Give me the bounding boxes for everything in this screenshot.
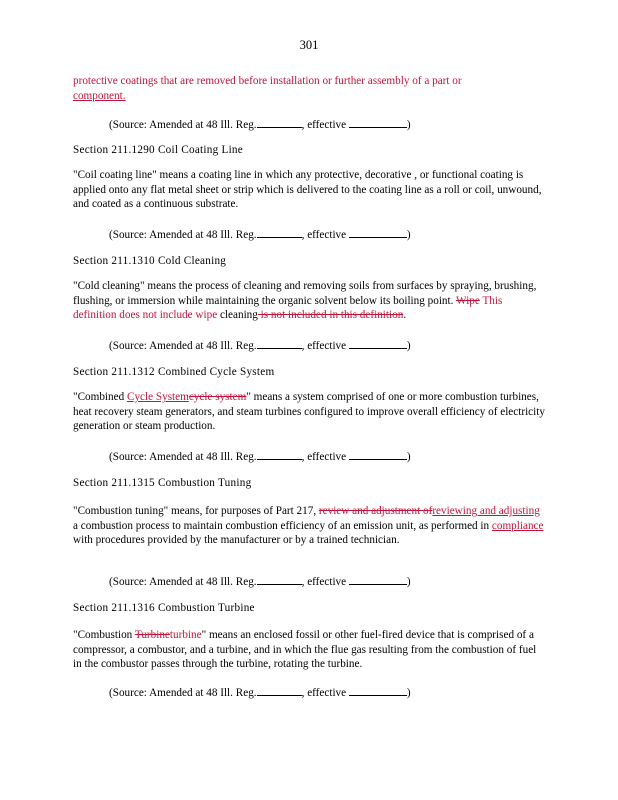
source-middle: , effective [301,229,349,241]
source-middle: , effective [301,451,349,463]
inserted-text: reviewing and adjusting [432,505,540,517]
source-middle: , effective [301,576,349,588]
effective-blank [349,227,407,238]
source-middle: , effective [301,119,349,131]
register-blank [257,449,302,460]
source-prefix: (Source: Amended at 48 Ill. Reg. [109,451,257,463]
source-note [109,574,411,590]
source-prefix: (Source: Amended at 48 Ill. Reg. [109,119,257,131]
text-run: "Cold cleaning" means the process of cleaning and removing soils from surfaces by spraying, brushing, flushing, or immersion while maintaining the organic solvent below its boiling point. [73,280,537,307]
source-note [109,338,411,354]
section-text [73,628,545,672]
text-run: with procedures provided by the manufacturer or by a trained technician. [73,534,400,547]
register-blank [257,574,302,585]
source-close: ) [406,451,411,463]
inserted-text: compliance [491,519,544,532]
source-note [109,227,411,243]
section-text [73,504,545,548]
text-run: " means a system comprised of one or more combustion turbines, heat recovery steam generators, and steam turbines configured to improve overall efficiency of electricity generation or steam production. [73,391,545,433]
inserted-text: This definition does not include wipe [73,294,503,322]
page-number: 301 [299,38,319,52]
section-heading: Section 211.1310 Cold Cleaning [73,255,227,267]
text-run: . [403,309,407,322]
text-run: a combustion process to maintain combustion efficiency of an emission unit, as performed in [73,519,492,532]
source-note [109,117,411,133]
source-middle: , effective [301,687,349,699]
deleted-text: cycle system [188,391,247,403]
source-close: ) [406,119,411,131]
inserted-text: turbine [169,629,202,641]
section-heading: Section 211.1315 Combustion Tuning [73,477,252,489]
text-run: cleaning [217,309,258,322]
effective-blank [349,574,407,585]
text-run: " means an enclosed fossil or other fuel-fired device that is comprised of a compressor, a combustor, and a turbine, and in which the flue gas resulting from the combustion of fuel in the combustor passes through the turbine, rotating the turbine. [73,629,537,671]
source-close: ) [406,687,411,699]
source-prefix: (Source: Amended at 48 Ill. Reg. [109,576,257,588]
effective-blank [349,449,407,460]
source-close: ) [406,576,411,588]
source-prefix: (Source: Amended at 48 Ill. Reg. [109,687,257,699]
text-run: "Combustion [73,629,135,641]
register-blank [257,338,302,349]
deleted-text: review and adjustment of [318,505,433,517]
deleted-text: Wipe [456,294,480,307]
source-note [109,449,411,465]
source-close: ) [406,229,411,241]
section-text [73,390,545,434]
deleted-text: Turbine [134,629,170,641]
register-blank [257,117,302,128]
section-heading: Section 211.1316 Combustion Turbine [73,602,255,614]
source-middle: , effective [301,340,349,352]
source-prefix: (Source: Amended at 48 Ill. Reg. [109,229,257,241]
text-run: "Combined [73,391,127,403]
source-prefix: (Source: Amended at 48 Ill. Reg. [109,340,257,352]
section-text [73,279,545,323]
effective-blank [349,338,407,349]
source-note [109,685,411,701]
register-blank [257,685,302,696]
text-run: "Combustion tuning" means, for purposes of Part 217, [73,505,319,517]
intro-line-1: protective coatings that are removed before installation or further assembly of a part or [73,75,462,87]
section-heading: Section 211.1312 Combined Cycle System [73,366,275,378]
section-heading: Section 211.1290 Coil Coating Line [73,144,243,156]
effective-blank [349,685,407,696]
deleted-text: is not included in this definition [257,309,404,322]
inserted-text: Cycle System [126,391,189,403]
effective-blank [349,117,407,128]
register-blank [257,227,302,238]
source-close: ) [406,340,411,352]
intro-line-2: component. [73,89,126,102]
section-text: "Coil coating line" means a coating line in which any protective, decorative , or functional coating is applied onto any flat metal sheet or strip which is delivered to the coating line as a roll or coil, unwound, and coated as a continuous substrate. [73,169,542,211]
intro-paragraph [73,74,545,103]
